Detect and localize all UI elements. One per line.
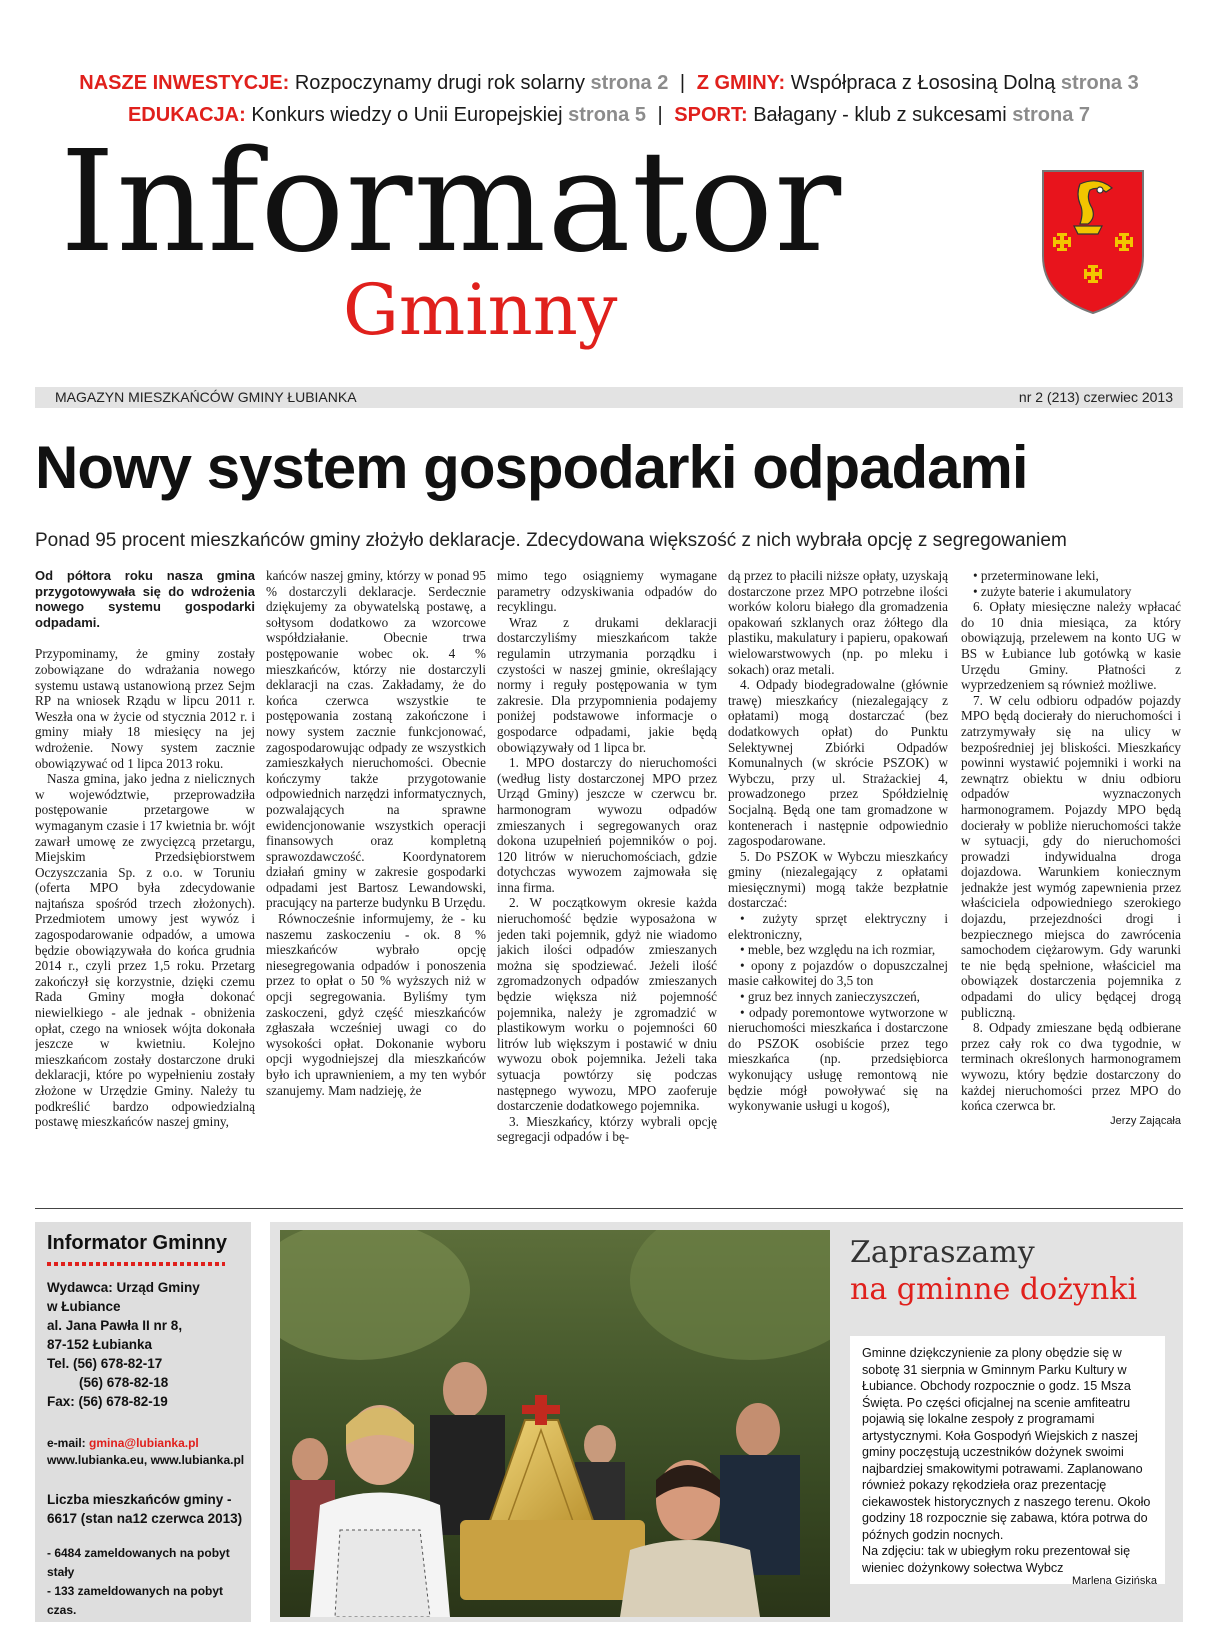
article-list-item: • zużyty sprzęt elektryczny i elektroniczny,: [728, 911, 948, 942]
teaser-page: strona 2: [590, 72, 669, 94]
teaser-text[interactable]: Konkurs wiedzy o Unii Europejskiej: [251, 104, 563, 126]
email-label: e-mail:: [47, 1436, 86, 1450]
teaser-text[interactable]: Rozpoczynamy drugi rok solarny: [294, 72, 585, 94]
teaser-text[interactable]: Współpraca z Łososiną Dolną: [790, 72, 1056, 94]
article-list-item: • przeterminowane leki,: [973, 568, 1099, 583]
population-line: 6617 (stan na12 czerwca 2013): [47, 1511, 243, 1526]
teaser-page: strona 5: [568, 104, 646, 126]
article-paragraph: Równocześnie informujemy, że - ku naszemu zaskoczeniu - ok. 8 % mieszkańców wybrało opcję niesegregowania odpadów i ponoszenia przez to opłat o 50 % wyższych niż w opcji segregowania. Byliśmy tym zaskoczeni, gdyż część mieszkańców zgłaszała wcześniej uwagi co do wysokości opłat. Dokonanie wyboru opcji wygodniejszej dla mieszkańców było ich uprawnieniem, a my ten wybór szanujemy. Mam nadzieję, że: [266, 911, 486, 1098]
article-column-1: [35, 568, 255, 1180]
issue-info-bar: [35, 387, 1183, 408]
publisher-line: 87-152 Łubianka: [47, 1337, 153, 1352]
article-list-item: • odpady poremontowe wytworzone w nieruchomości mieszkańca i dostarczone do PSZOK osobiście przez tego mieszkańca (np. przedsiębiorca wykonujący usługę remontową nie będzie mógł powoływać się na wykonywanie usługi u kogoś),: [728, 1004, 948, 1114]
issue-number: nr 2 (213) czerwiec 2013: [1018, 389, 1173, 405]
publisher-line: al. Jana Pawła II nr 8,: [47, 1318, 183, 1333]
article-list-item: • meble, bez względu na ich rozmiar,: [740, 942, 936, 958]
promo-title-accent: na gminne dożynki: [850, 1272, 1138, 1307]
section-divider: [35, 1208, 1183, 1209]
magazine-tagline: MAGAZYN MIESZKAŃCÓW GMINY ŁUBIANKA: [55, 389, 357, 405]
sidebar-title: Informator Gminny: [47, 1232, 228, 1254]
dotted-divider: [47, 1262, 225, 1266]
population-stats: [47, 1544, 251, 1620]
article-paragraph: 3. Mieszkańcy, którzy wybrali opcję segregacji odpadów i bę-: [497, 1113, 717, 1145]
website-links[interactable]: www.lubianka.eu, www.lubianka.pl: [47, 1453, 245, 1467]
stat-line: - 133 zameldowanych na pobyt czas.: [47, 1584, 224, 1617]
promo-author: Marlena Gizińska: [1072, 1575, 1157, 1587]
publisher-line: Wydawca: Urząd Gminy: [47, 1280, 200, 1295]
article-subhead: Ponad 95 procent mieszkańców gminy złożyło deklaracje. Zdecydowana większość z nich wybrała opcję z segregowaniem: [35, 530, 1067, 551]
publisher-block: [47, 1278, 200, 1411]
teaser-label: EDUKACJA:: [127, 104, 246, 126]
phone-line: Tel. (56) 678-82-17: [47, 1356, 163, 1371]
teaser-text[interactable]: Bałagany - klub z sukcesami: [753, 104, 1007, 126]
masthead-subtitle: Gminny: [343, 269, 618, 351]
article-list-item: • gruz bez innych zanieczyszczeń,: [740, 989, 920, 1005]
promo-text: [862, 1345, 1157, 1576]
article-column-3: [497, 568, 717, 1180]
article-paragraph: 5. Do PSZOK w Wybczu mieszkańcy gminy (niezalegający z opłatami miesięcznymi) mogą także bezpłatnie dostarczać:: [728, 848, 948, 911]
teaser-label: SPORT:: [674, 104, 748, 126]
promo-title: Zapraszamy: [850, 1235, 1035, 1270]
article-list-item: • zużyte baterie i akumulatory: [973, 583, 1132, 599]
article-paragraph: dą przez to płacili niższe opłaty, uzyskają dostarczone przez MPO potrzebne ilości worków koloru białego dla gromadzenia opakowań szklanych oraz żółtego dla plastiku, makulatury i papieru, opakowań wielowarstwowych (np. po mleku i sokach) oraz metali.: [728, 568, 948, 677]
phone-line: (56) 678-82-18: [79, 1375, 169, 1390]
photo-caption: Na zdjęciu: tak w ubiegłym roku prezentował się wieniec dożynkowy sołectwa Wybcz: [862, 1544, 1131, 1575]
article-column-2: [266, 568, 486, 1180]
article-paragraph: Nasza gmina, jako jedna z nielicznych w województwie, przeprowadziła postępowanie przetargowe w wymaganym czasie i 17 kwietnia br. wójt zawarł umowę ze zwycięzcą przetargu, Miejskim Przedsiębiorstwem Oczyszczania Sp. z o.o. w Toruniu (oferta MPO była zdecydowanie najtańsza spośród trzech złożonych). Przedmiotem umowy jest wywóz i zagospodarowanie odpadów, a umowa będzie obowiązywała do końca grudnia 2014 r., czyli przez 1,5 roku. Przetarg zakończył się korzystnie, dzięki czemu Rada Gminy mogła dokonać niewielkiego - ale jednak - obniżenia opłat, czego na wniosek wójta dokonała jeszcze w kwietniu. Kolejno mieszkańcom zostały dostarczone druki deklaracji, które po wypełnieniu zostały złożone w Urzędzie Gminy. Należy tu podkreślić bardzo odpowiedzialną postawę mieszkańców naszej gminy,: [35, 771, 255, 1130]
email-link[interactable]: gmina@lubianka.pl: [89, 1436, 199, 1450]
article-author: Jerzy Zającała: [1110, 1114, 1181, 1127]
article-paragraph: kańców naszej gminy, którzy w ponad 95 % dostarczyli deklaracje. Serdecznie dziękujemy za obywatelską postawę, a sołtysom dodatkowo za wzorcowe współdziałanie. Obecnie trwa postępowanie wobec ok. 4 % mieszkańców, którzy nie dostarczyli deklaracji na czas. Zakładamy, że do końca czerwca wszystkie te postępowania zostaną zakończone i nowy system zacznie funkcjonować, zagospodarowując odpady ze wszystkich zamieszkałych nieruchomości. Obecnie kończymy także przygotowanie odpowiednich narzędzi informatycznych, pozwalających na sprawne ewidencjonowanie wszystkich operacji finansowych oraz kompletną sprawozdawczość. Koordynatorem działań gminy w zakresie gospodarki odpadami jest Bartosz Lewandowski, pracujący na parterze budynku B Urzędu.: [266, 568, 486, 911]
publisher-line: w Łubiance: [47, 1299, 121, 1314]
article-paragraph: Wraz z drukami deklaracji dostarczyliśmy mieszkańcom także regulamin utrzymania porządku i czystości w naszej gminie, określający normy i reguły postępowania w tym zakresie. Dla przypomnienia podajemy poniżej podstawowe informacje o gospodarce odpadami, jakie będą obowiązywały od 1 lipca br.: [497, 614, 717, 755]
fax-line: Fax: (56) 678-82-19: [47, 1394, 168, 1409]
article-column-5: [961, 568, 1181, 1180]
population-line: Liczba mieszkańców gminy -: [47, 1492, 232, 1507]
teaser-row-1: [0, 72, 1218, 95]
article-paragraph: 8. Odpady zmieszane będą odbierane przez cały rok co dwa tygodnie, w terminach określonych harmonogramem wywozu, który będzie dostarczony do każdej nieruchomości przez MPO do końca czerwca br.: [961, 1020, 1181, 1114]
article-lead: Od półtora roku nasza gmina przygotowywała się do wdrożenia nowego systemu gospodarki odpadami.: [35, 568, 255, 630]
contact-block: [47, 1435, 244, 1469]
masthead-title: Informator: [60, 121, 843, 284]
teaser-page: strona 3: [1060, 72, 1139, 94]
teaser-separator: |: [679, 72, 686, 94]
teaser-separator: |: [657, 104, 663, 126]
masthead-sidebar: [35, 1222, 251, 1622]
article-paragraph: 4. Odpady biodegradowalne (głównie trawę) mieszkańcy (niezalegający z opłatami) mogą dostarczać (bez dodatkowych opłat) do Punktu Selektywnej Zbiórki Odpadów Komunalnych (w skrócie PSZOK) w Wybczu, przy ul. Strażackiej 4, prowadzonego przez Spółdzielnię Socjalną. Będą one tam gromadzone w kontenerach i następnie odpowiednio zagospodarowane.: [728, 677, 948, 849]
article-column-4: [728, 568, 948, 1180]
article-list-item: • opony z pojazdów o dopuszczalnej masie całkowitej do 3,5 ton: [728, 957, 948, 989]
stat-line: - 6484 zameldowanych na pobyt stały: [47, 1546, 230, 1579]
article-paragraph: Przypominamy, że gminy zostały zobowiązane do wdrażania nowego systemu ustawą ustanowioną przez Sejm RP na wniosek Rządu w lipcu 2011 r. Weszła ona w życie od stycznia 2012 r. i gminy miały 18 miesięcy na jej wdrożenie. Nowy system zacznie obowiązywać od 1 lipca 2013 roku.: [35, 646, 255, 771]
coat-of-arms-icon: [1040, 168, 1146, 316]
teaser-label: Z GMINY:: [696, 72, 786, 94]
article-paragraph: mimo tego osiągniemy wymagane parametry odzyskiwania odpadów do recyklingu.: [497, 568, 717, 615]
teaser-page: strona 7: [1012, 104, 1091, 126]
population-block: [47, 1490, 242, 1528]
article-paragraph: 2. W początkowym okresie każda nieruchomość będzie wyposażona w jeden taki pojemnik, gdyż nie wiadomo jakich ilości odpadów zmieszanych można się spodziewać. Jeżeli ilość zgromadzonych odpadów zmieszanych będzie większa niż pojemność pojemnika, należy je zgromadzić w plastikowym worku o pojemności 60 litrów lub większym i postawić w dniu wywozu obok pojemnika. Jeżeli taka sytuacja powtórzy się podczas następnego wywozu, MPO zaoferuje dostarczenie dodatkowego pojemnika.: [497, 895, 717, 1114]
harvest-wreath-photo: [280, 1230, 830, 1617]
promo-body: Gminne dziękczynienie za plony obędzie się w sobotę 31 sierpnia w Gminnym Parku Kultury w Łubiance. Obchody rozpocznie o godz. 15 Msza Święta. Po części oficjalnej na scenie amfiteatru pojawią się lokalne zespoły z programami artystycznymi. Koła Gospodyń Wiejskich z naszej gminy poczęstują uczestników dożynek swoimi najbardziej smakowitymi potrawami. Zaplanowano również pokazy rękodzieła oraz prezentację ciekawostek historycznych z naszego terenu. Około godziny 18 rozpocznie się zabawa, która potrwa do późnych godzin nocnych.: [862, 1346, 1151, 1542]
article-paragraph: 6. Opłaty miesięczne należy wpłacać do 10 dnia miesiąca, za który obowiązują, przelewem na konto UG w BS w Łubiance lub gotówką w kasie Urzędu Gminy. Płatności z wyprzedzeniem są również możliwe.: [961, 599, 1181, 693]
teaser-label: NASZE INWESTYCJE:: [79, 72, 290, 94]
article-paragraph: 7. W celu odbioru odpadów pojazdy MPO będą docierały do nieruchomości i zatrzymywały się na ulicy w bezpośredniej jej bliskości. Mieszkańcy powinni wystawić pojemniki i worki na zewnątrz obiektu w dniu odbioru odpadów wyznaczonych harmonogramem. Pojazdy MPO będą docierały w pobliże nieruchomości także w sytuacji, gdy do nieruchomości prowadzi indywidualna droga dojazdowa. Warunkiem koniecznym jednakże jest wymóg zapewnienia przez właściciela odpowiedniego szerokiego dojazdu, przejezdności drogi i bezpiecznego miejsca do zawrócenia samochodem ciężarowym. Gdy warunki te nie będą spełnione, właściciel ma obowiązek dostarczenia pojemnika z odpadami do ulicy będącej drogą publiczną.: [961, 692, 1181, 1020]
article-paragraph: 1. MPO dostarczy do nieruchomości (według listy dostarczonej MPO przez Urząd Gminy) jeszcze w czerwcu br. harmonogram wywozu odpadów zmieszanych i segregowanych oraz dokona uzupełnień pojemników o poj. 120 litrów w nieruchomościach, gdzie dotychczas wywozem zajmowała się inna firma.: [497, 755, 717, 895]
article-headline: Nowy system gospodarki odpadami: [35, 434, 1028, 501]
